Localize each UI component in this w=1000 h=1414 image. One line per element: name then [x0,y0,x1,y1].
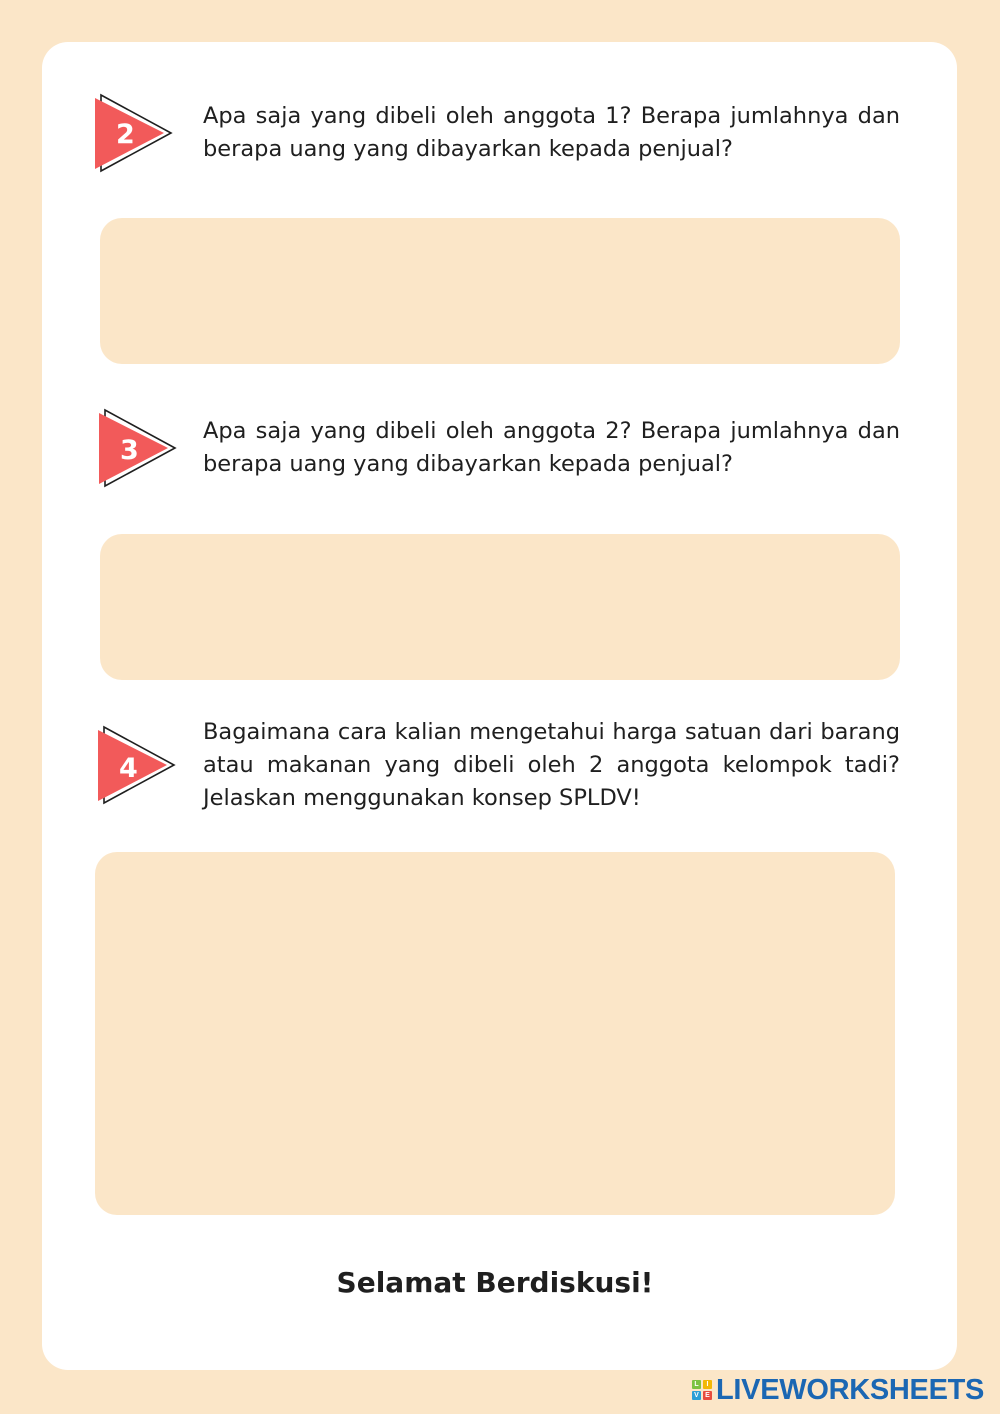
liveworksheets-logo-icon [692,1380,712,1400]
question-3-text: Apa saja yang dibeli oleh anggota 2? Berapa jumlahnya dan berapa uang yang dibayarkan kepada penjual? [203,418,900,477]
logo-letter-v: V [692,1391,701,1400]
liveworksheets-brand [692,1374,984,1406]
question-2-text: Apa saja yang dibeli oleh anggota 1? Berapa jumlahnya dan berapa uang yang dibayarkan kepada penjual? [203,103,900,162]
question-3-number: 3 [120,435,139,466]
question-4-text: Bagaimana cara kalian mengetahui harga satuan dari barang atau makanan yang dibeli oleh 2 anggota kelompok tadi? Jelaskan menggunakan konsep SPLDV! [203,719,900,811]
logo-letter-l: L [692,1380,701,1389]
logo-letter-e: E [703,1391,712,1400]
question-4-answer-box[interactable] [95,852,895,1215]
logo-letter-i: I [703,1380,712,1389]
liveworksheets-wordmark: LIVEWORKSHEETS [716,1373,985,1406]
closing-message: Selamat Berdiskusi! [336,1266,654,1299]
question-4-marker [95,725,179,805]
question-2-marker [92,93,176,173]
question-3-answer-box[interactable] [100,534,900,680]
question-2-answer-box[interactable] [100,218,900,364]
question-4-number: 4 [119,753,138,784]
question-3-marker [96,408,180,488]
question-2-number: 2 [116,119,135,150]
